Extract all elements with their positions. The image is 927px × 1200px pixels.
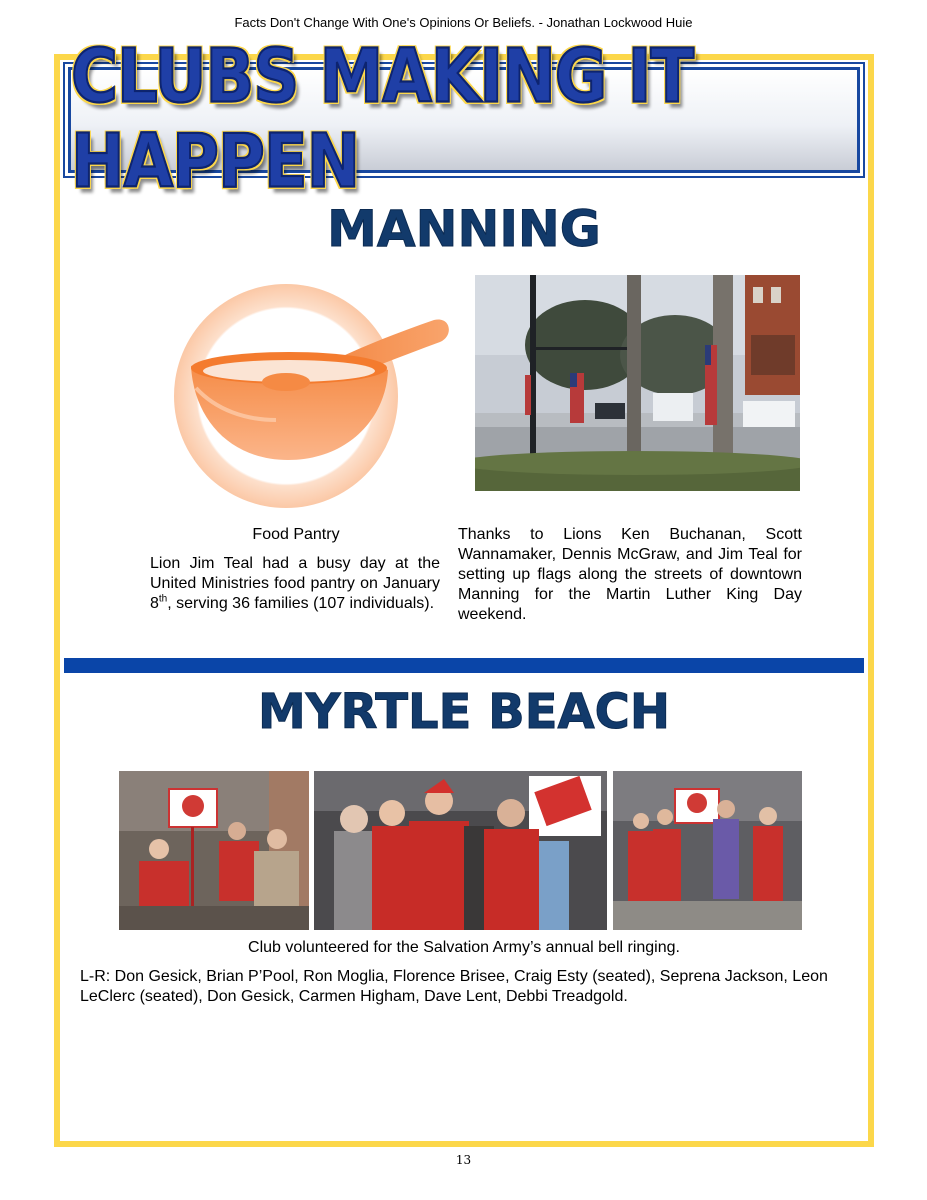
food-pantry-superscript: th bbox=[158, 593, 168, 605]
flags-text: Thanks to Lions Ken Buchanan, Scott Wannamaker, Dennis McGraw, and Jim Teal for setting up flags along the streets of downtown Manning for the Martin Luther King Day weekend. bbox=[458, 526, 802, 623]
street-flags-photo bbox=[475, 275, 800, 491]
header-quote: Facts Don't Change With One's Opinions Or Beliefs. - Jonathan Lockwood Huie bbox=[234, 15, 693, 30]
bell-ringing-photo-1 bbox=[119, 771, 309, 930]
food-pantry-text-before: Lion Jim Teal had a busy day at the United Ministries food pantry on January 8 bbox=[150, 555, 440, 612]
banner bbox=[68, 34, 860, 206]
food-pantry-text-after: , serving 36 families (107 individuals). bbox=[167, 595, 435, 612]
section-divider bbox=[64, 658, 864, 673]
page-number: 13 bbox=[455, 1153, 472, 1167]
bell-ringing-photo-3 bbox=[613, 771, 802, 930]
myrtle-beach-caption: Club volunteered for the Salvation Army’s annual bell ringing. bbox=[248, 939, 680, 956]
section-title-myrtle-beach: MYRTLE BEACH bbox=[257, 684, 671, 740]
page-frame bbox=[54, 34, 874, 1147]
food-pantry-caption: Food Pantry bbox=[252, 526, 340, 543]
myrtle-beach-names: L-R: Don Gesick, Brian P’Pool, Ron Moglia, Florence Brisee, Craig Esty (seated), Seprena Jackson, Leon LeClerc (seated), Don Gesick, Carmen Higham, Dave Lent, Debbi Treadgold. bbox=[80, 968, 828, 1005]
section-title-manning: MANNING bbox=[327, 200, 601, 258]
banner-title: CLUBS MAKING IT HAPPEN bbox=[71, 34, 694, 206]
food-pantry-bowl-image bbox=[166, 270, 451, 520]
bell-ringing-photo-2 bbox=[314, 771, 607, 930]
food-pantry-text bbox=[150, 554, 440, 614]
